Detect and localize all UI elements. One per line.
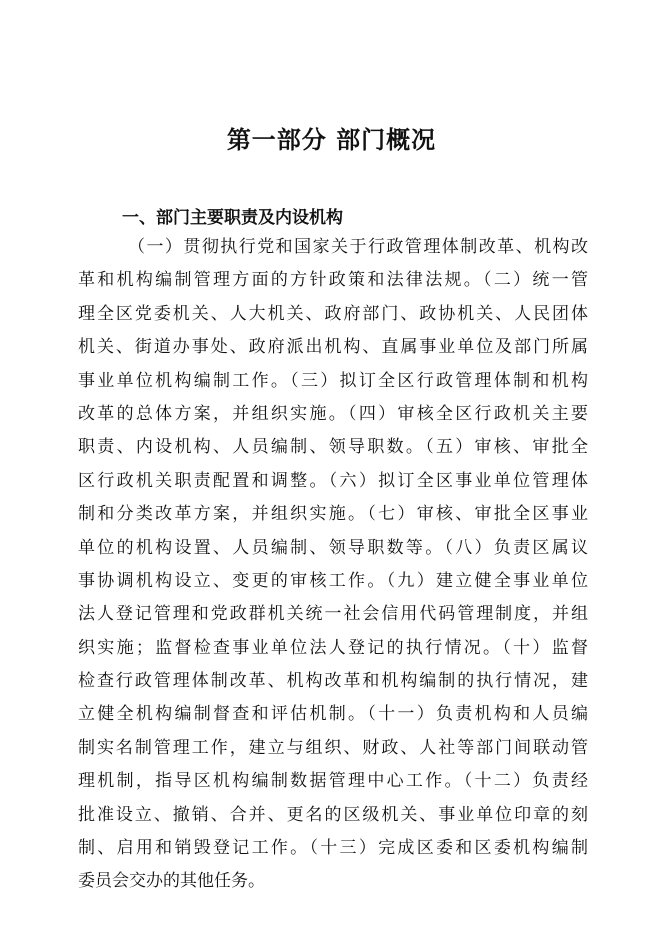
paragraph-line: 机关、街道办事处、政府派出机构、直属事业单位及部门所属 [78,337,588,358]
section-heading: 一、部门主要职责及内设机构 [122,208,343,228]
paragraph-line: 改革的总体方案，并组织实施。（四）审核全区行政机关主要 [78,403,588,424]
paragraph-line: 事协调机构设立、变更的审核工作。（九）建立健全事业单位 [78,570,588,591]
paragraph-line: 革和机构编制管理方面的方针政策和法律法规。（二）统一管 [78,270,588,291]
paragraph-line: 批准设立、撤销、合并、更名的区级机关、事业单位印章的刻 [78,804,588,825]
paragraph-line: 检查行政管理体制改革、机构改革和机构编制的执行情况，建 [78,671,588,692]
paragraph-line: 制、启用和销毁登记工作。（十三）完成区委和区委机构编制 [78,838,588,859]
paragraph-line: （一）贯彻执行党和国家关于行政管理体制改革、机构改 [128,237,588,257]
paragraph-line: 法人登记管理和党政群机关统一社会信用代码管理制度，并组 [78,604,588,625]
paragraph-line: 职责、内设机构、人员编制、领导职数。（五）审核、审批全 [78,437,588,458]
paragraph-line: 区行政机关职责配置和调整。（六）拟订全区事业单位管理体 [78,470,588,491]
body-paragraph [78,231,588,899]
paragraph-line: 理全区党委机关、人大机关、政府部门、政协机关、人民团体 [78,303,588,324]
paragraph-line: 制和分类改革方案，并组织实施。（七）审核、审批全区事业 [78,504,588,525]
paragraph-line: 理机制，指导区机构编制数据管理中心工作。（十二）负责经 [78,771,588,792]
paragraph-line: 织实施；监督检查事业单位法人登记的执行情况。（十）监督 [78,637,588,658]
paragraph-line: 委员会交办的其他任务。 [78,871,265,892]
paragraph-line: 单位的机构设置、人员编制、领导职数等。（八）负责区属议 [78,537,588,558]
paragraph-line: 制实名制管理工作，建立与组织、财政、人社等部门间联动管 [78,737,588,758]
paragraph-line: 立健全机构编制督查和评估机制。（十一）负责机构和人员编 [78,704,588,725]
page-title: 第一部分 部门概况 [226,125,437,154]
paragraph-line: 事业单位机构编制工作。（三）拟订全区行政管理体制和机构 [78,370,588,391]
